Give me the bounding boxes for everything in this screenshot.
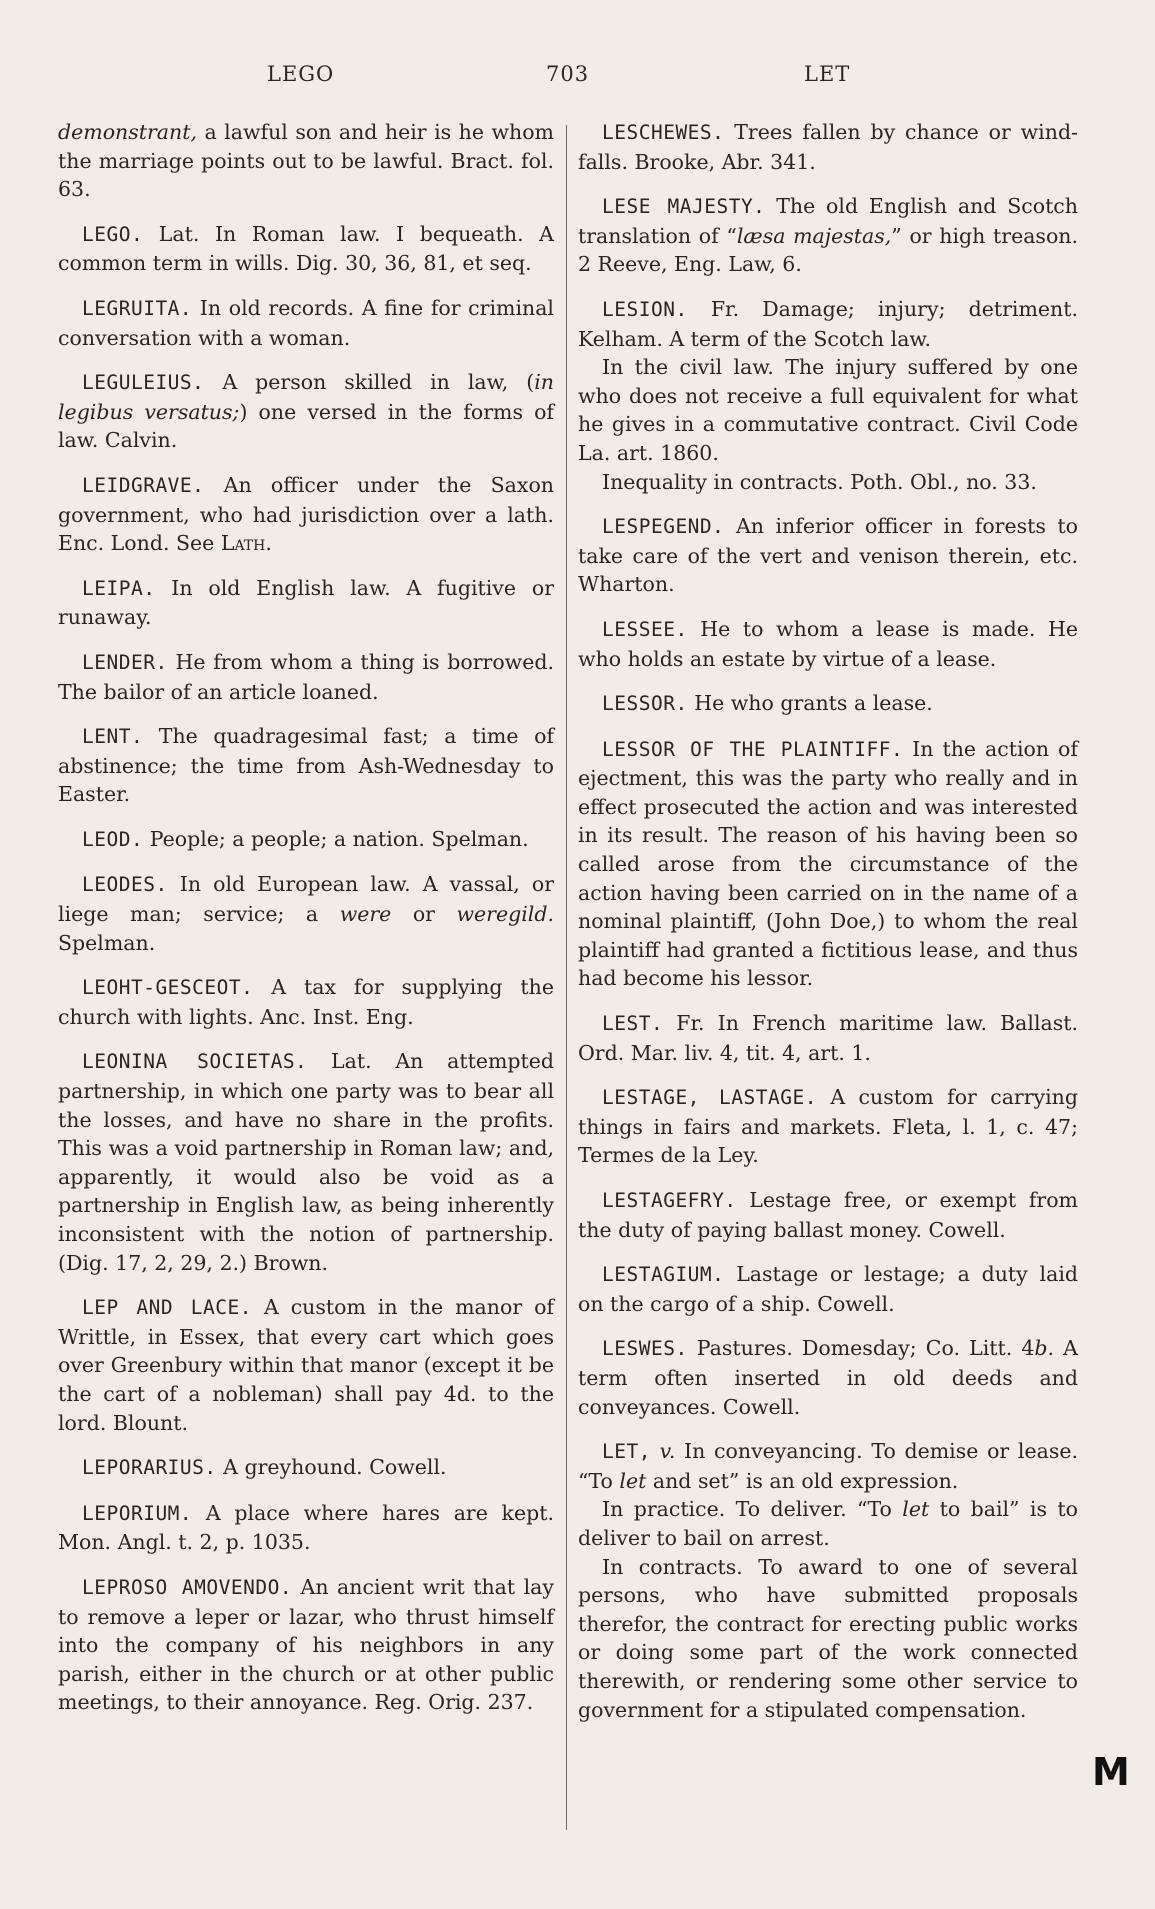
sub-entry: Inequality in contracts. Poth. Obl., no. 33. bbox=[602, 469, 1037, 494]
headword: LEOD. bbox=[82, 827, 144, 851]
page-number: 703 bbox=[546, 62, 590, 86]
headword: LESE MAJESTY. bbox=[602, 195, 766, 219]
headword: LEGULEIUS. bbox=[82, 371, 205, 395]
entry: LESTAGEFRY. Lestage free, or exempt from the duty of paying ballast money. Cowell. bbox=[578, 1188, 1078, 1242]
entry: LEGULEIUS. A person skilled in law, (in legibus versatus;) one versed in the forms of law. Calvin. bbox=[58, 370, 554, 453]
headword: LESTAGIUM. bbox=[602, 1263, 725, 1287]
entry: LESSOR. He who grants a lease. bbox=[602, 691, 933, 716]
entry: LESE MAJESTY. The old English and Scotch translation of “læsa majestas,” or high treason. 2 Reeve, Eng. Law, 6. bbox=[578, 194, 1079, 277]
sub-entry: In practice. To deliver. “To let to bail” is to deliver to bail on arrest. bbox=[578, 1497, 1078, 1550]
headword: LEPROSO AMOVENDO. bbox=[82, 1575, 293, 1599]
entry: LEGO. Lat. In Roman law. I bequeath. A common term in wills. Dig. 30, 36, 81, et seq. bbox=[58, 221, 554, 276]
headword: LESSOR. bbox=[602, 692, 688, 716]
headword: LEIPA. bbox=[82, 576, 156, 600]
entry: LEP AND LACE. A custom in the manor of Writtle, in Essex, that every cart which goes over Greenbury within that manor (except it be the cart of a nobleman) shall pay 4d. to the lord. Blount. bbox=[58, 1295, 554, 1435]
entry: LENT. The quadragesimal fast; a time of abstinence; the time from Ash-Wednesday to Easter. bbox=[58, 724, 554, 807]
entry: LEPROSO AMOVENDO. An ancient writ that lay to remove a leper or lazar, who thrust himself into the company of his neighbors in any parish, either in the church or at other public meetings, to their annoyance. Reg. Orig. 237. bbox=[58, 1574, 554, 1715]
entry: LEOD. People; a people; a nation. Spelman. bbox=[82, 826, 529, 851]
headword: LEGRUITA. bbox=[82, 296, 193, 320]
entry: LESION. Fr. Damage; injury; detriment. Kelham. A term of the Scotch law. bbox=[578, 296, 1078, 351]
entry: LEONINA SOCIETAS. Lat. An attempted partnership, in which one party was to bear all the losses, and have no share in the profits. This was a void partnership in Roman law; and, apparently, it would also be void as a partnership in English law, as being inherently inconsistent with the notion of partnership. (Dig. 17, 2, 29, 2.) Brown. bbox=[58, 1049, 554, 1275]
headword: LENDER. bbox=[82, 650, 168, 674]
entry: LENDER. He from whom a thing is borrowed. The bailor of an article loaned. bbox=[58, 649, 554, 704]
headword: LENT. bbox=[82, 725, 144, 749]
headword: LESCHEWES. bbox=[602, 121, 725, 144]
headword: LESSEE. bbox=[602, 617, 688, 641]
column-divider bbox=[566, 125, 567, 1830]
headword: LEONINA SOCIETAS. bbox=[82, 1050, 308, 1074]
entry: demonstrant, a lawful son and heir is he whom the marriage points out to be lawful. Bract. fol. 63. bbox=[58, 120, 554, 202]
headword: LEGO. bbox=[82, 222, 144, 246]
right-column bbox=[578, 118, 1078, 1740]
headword: LESION. bbox=[602, 297, 688, 321]
entry: LEIPA. In old English law. A fugitive or runaway. bbox=[58, 575, 554, 630]
thumb-index-tab: M bbox=[1092, 1750, 1130, 1794]
entry: LEODES. In old European law. A vassal, or liege man; service; a were or weregild. Spelman. bbox=[58, 872, 554, 955]
entry: LEPORARIUS. A greyhound. Cowell. bbox=[82, 1455, 447, 1480]
entry: LESTAGIUM. Lastage or lestage; a duty laid on the cargo of a ship. Cowell. bbox=[578, 1262, 1078, 1316]
headword: LESTAGE, LASTAGE. bbox=[602, 1086, 817, 1110]
left-column bbox=[58, 118, 554, 1733]
entry: LESWES. Pastures. Domesday; Co. Litt. 4b. A term often inserted in old deeds and conveyances. Cowell. bbox=[578, 1336, 1078, 1419]
headword: LEOHT-GESCEOT. bbox=[82, 976, 254, 1000]
entry: LEGRUITA. In old records. A fine for criminal conversation with a woman. bbox=[58, 295, 554, 350]
entry: LEPORIUM. A place where hares are kept. Mon. Angl. t. 2, p. 1035. bbox=[58, 1500, 554, 1555]
entry: LESTAGE, LASTAGE. A custom for carrying things in fairs and markets. Fleta, l. 1, c. 47; Termes de la Ley. bbox=[578, 1085, 1078, 1168]
headword: LEP AND LACE. bbox=[82, 1296, 252, 1320]
entry: LESCHEWES. Trees fallen by chance or wind-falls. Brooke, Abr. 341. bbox=[578, 120, 1078, 174]
entry: LEIDGRAVE. An officer under the Saxon government, who had jurisdiction over a lath. Enc. Lond. See Lath. bbox=[58, 472, 554, 556]
entry: LEST. Fr. In French maritime law. Ballast. Ord. Mar. liv. 4, tit. 4, art. 1. bbox=[578, 1011, 1078, 1065]
entry: LEOHT-GESCEOT. A tax for supplying the church with lights. Anc. Inst. Eng. bbox=[58, 975, 554, 1029]
running-head-right: LET bbox=[804, 62, 851, 86]
headword: LET, bbox=[602, 1440, 651, 1464]
headword: LEODES. bbox=[82, 873, 168, 897]
entry: LESPEGEND. An inferior officer in forests to take care of the vert and venison therein, etc. Wharton. bbox=[578, 514, 1078, 597]
headword: LEPORARIUS. bbox=[82, 1456, 217, 1480]
headword: LEST. bbox=[602, 1012, 664, 1036]
entry: LESSOR OF THE PLAINTIFF. In the action of ejectment, this was the party who really and in effect prosecuted the action and was interested in its result. The reason of his having been so called arose from the circumstance of the action having been carried on in the name of a nominal plaintiff, (John Doe,) to whom the real plaintiff had granted a fictitious lease, and thus had become his lessor. bbox=[578, 736, 1078, 991]
entry: LESSEE. He to whom a lease is made. He who holds an estate by virtue of a lease. bbox=[578, 616, 1078, 671]
sub-entry: In the civil law. The injury suffered by one who does not receive a full equivalent for what he gives in a commutative contract. Civil Code La. art. 1860. bbox=[578, 355, 1078, 465]
running-head-left: LEGO bbox=[267, 62, 335, 86]
headword: LESPEGEND. bbox=[602, 515, 725, 539]
headword: LEIDGRAVE. bbox=[82, 473, 205, 497]
headword: LESWES. bbox=[602, 1337, 688, 1361]
entry: LET, v. In conveyancing. To demise or lease. “To let and set” is an old expression. bbox=[578, 1439, 1078, 1493]
sub-entry: In contracts. To award to one of several persons, who have submitted proposals therefor, the contract for erecting public works or doing some part of the work connected therewith, or rendering some other service to government for a stipulated compensation. bbox=[578, 1554, 1078, 1722]
headword: LESSOR OF THE PLAINTIFF. bbox=[602, 737, 904, 761]
headword: LESTAGEFRY. bbox=[602, 1189, 737, 1212]
headword: LEPORIUM. bbox=[82, 1501, 193, 1525]
